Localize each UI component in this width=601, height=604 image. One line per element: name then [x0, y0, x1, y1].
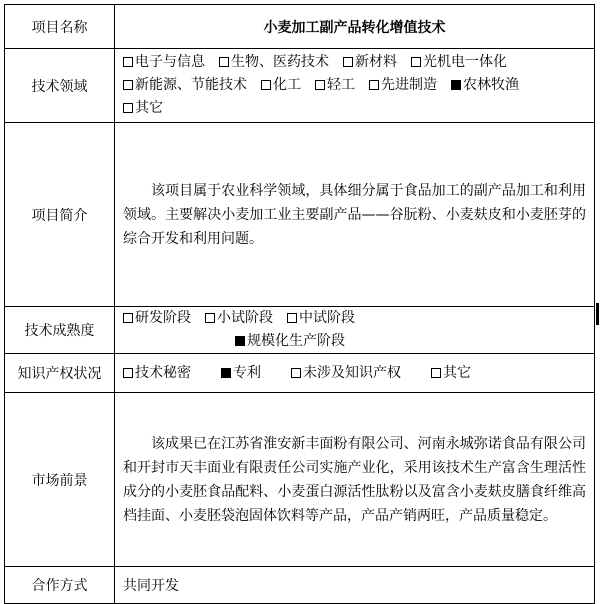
option-label: 轻工 [327, 77, 355, 93]
tech-field-option[interactable] [123, 51, 205, 74]
tech-field-option[interactable] [219, 51, 329, 74]
summary-cell [115, 123, 595, 307]
tech-field-option[interactable] [123, 97, 163, 120]
checked-box-icon[interactable] [221, 368, 231, 378]
ip-status-option[interactable] [291, 362, 401, 385]
tech-field-option[interactable] [261, 74, 301, 97]
row-tech-field [5, 49, 595, 123]
maturity-option[interactable] [123, 307, 191, 330]
ip-status-option[interactable] [123, 362, 191, 385]
option-label: 先进制造 [381, 77, 437, 93]
ip-status-label: 知识产权状况 [5, 354, 115, 393]
project-info-table [4, 4, 595, 604]
checkbox-icon[interactable] [261, 80, 271, 90]
checkbox-icon[interactable] [369, 80, 379, 90]
option-label: 农林牧渔 [463, 77, 519, 93]
market-text: 该成果已在江苏省淮安新丰面粉有限公司、河南永城弥诺食品有限公司和开封市天丰面业有限责任公司实施产业化，采用该技术生产富含生理活性成分的小麦胚食品配料、小麦蛋白源活性肽粉以及富含小麦麸皮膳食纤维高档挂面、小麦胚袋泡固体饮料等产品，产品产销两旺，产品质量稳定。 [123, 435, 586, 524]
option-label: 研发阶段 [135, 310, 191, 326]
project-name-label: 项目名称 [5, 5, 115, 49]
cooperation-value: 共同开发 [115, 567, 595, 604]
maturity-option[interactable] [235, 330, 345, 353]
option-label: 其它 [135, 100, 163, 116]
checked-box-icon[interactable] [451, 80, 461, 90]
checkbox-icon[interactable] [123, 368, 133, 378]
checkbox-icon[interactable] [431, 368, 441, 378]
tech-field-option-list [123, 51, 586, 120]
tech-field-options [115, 49, 595, 123]
checkbox-icon[interactable] [411, 57, 421, 67]
cooperation-label: 合作方式 [5, 567, 115, 604]
ip-status-option[interactable] [431, 362, 471, 385]
maturity-label: 技术成熟度 [5, 307, 115, 354]
checkbox-icon[interactable] [123, 313, 133, 323]
summary-text: 该项目属于农业科学领域，具体细分属于食品加工的副产品加工和利用领域。主要解决小麦加工业主要副产品——谷朊粉、小麦麸皮和小麦胚芽的综合开发和利用问题。 [123, 182, 586, 247]
tech-field-option[interactable] [411, 51, 507, 74]
checkbox-icon[interactable] [291, 368, 301, 378]
option-label: 生物、医药技术 [231, 54, 329, 70]
option-label: 小试阶段 [217, 310, 273, 326]
ip-status-options [115, 354, 595, 393]
option-label: 化工 [273, 77, 301, 93]
checkbox-icon[interactable] [123, 80, 133, 90]
checkbox-icon[interactable] [343, 57, 353, 67]
tech-field-option[interactable] [369, 74, 437, 97]
maturity-option-list [123, 307, 586, 353]
checked-box-icon[interactable] [235, 336, 245, 346]
option-label: 电子与信息 [135, 54, 205, 70]
row-maturity [5, 307, 595, 354]
option-label: 规模化生产阶段 [247, 333, 345, 349]
option-label: 新材料 [355, 54, 397, 70]
option-label: 未涉及知识产权 [303, 364, 401, 381]
checkbox-icon[interactable] [123, 57, 133, 67]
tech-field-option[interactable] [343, 51, 397, 74]
maturity-option[interactable] [287, 307, 355, 330]
checkbox-icon[interactable] [219, 57, 229, 67]
tech-field-label: 技术领域 [5, 49, 115, 123]
checkbox-icon[interactable] [205, 313, 215, 323]
market-cell [115, 393, 595, 567]
checkbox-icon[interactable] [315, 80, 325, 90]
row-market [5, 393, 595, 567]
ip-status-option[interactable] [221, 362, 261, 385]
maturity-options [115, 307, 595, 354]
row-project-name [5, 5, 595, 49]
tech-field-option[interactable] [315, 74, 355, 97]
tech-field-option[interactable] [451, 74, 519, 97]
checkbox-icon[interactable] [123, 103, 133, 113]
option-label: 中试阶段 [299, 310, 355, 326]
maturity-option[interactable] [205, 307, 273, 330]
market-label: 市场前景 [5, 393, 115, 567]
tech-field-option[interactable] [123, 74, 247, 97]
checkbox-icon[interactable] [287, 313, 297, 323]
row-summary [5, 123, 595, 307]
row-cooperation [5, 567, 595, 604]
ip-status-option-list [123, 362, 586, 385]
margin-mark [596, 303, 599, 325]
project-name-value: 小麦加工副产品转化增值技术 [115, 5, 595, 49]
option-label: 专利 [233, 364, 261, 381]
option-label: 光机电一体化 [423, 54, 507, 70]
summary-label: 项目简介 [5, 123, 115, 307]
option-label: 技术秘密 [135, 364, 191, 381]
row-ip-status [5, 354, 595, 393]
option-label: 其它 [443, 364, 471, 381]
option-label: 新能源、节能技术 [135, 77, 247, 93]
